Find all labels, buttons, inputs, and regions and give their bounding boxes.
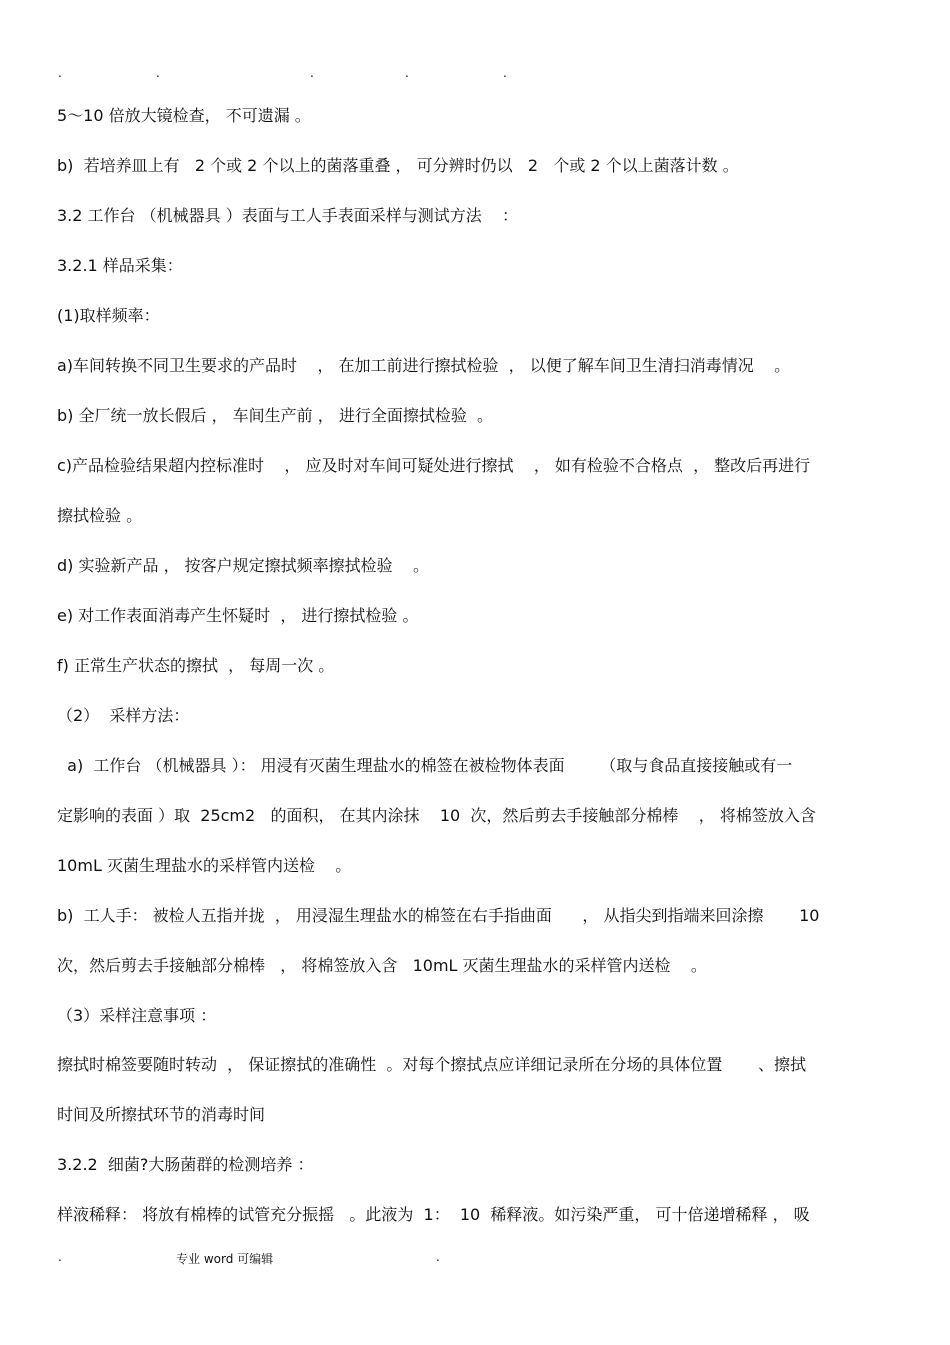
header-dots (0, 66, 950, 86)
text-line: a)车间转换不同卫生要求的产品时 ， 在加工前进行擦拭检验 ， 以便了解车间卫生清扫消毒情况 。 (57, 356, 791, 375)
text-line: b) 工人手： 被检人五指并拢 ， 用浸湿生理盐水的棉签在右手指曲面 ， 从指尖到指端来回涂擦 10 (57, 906, 820, 925)
text-line: 次，然后剪去手接触部分棉棒 ， 将棉签放入含 10mL 灭菌生理盐水的采样管内送检 。 (57, 956, 707, 975)
text-line: 10mL 灭菌生理盐水的采样管内送检 。 (57, 856, 352, 875)
header-dot: . (156, 66, 160, 80)
header-dot: . (310, 66, 314, 80)
footer-dot: . (436, 1250, 440, 1264)
subsection-heading: 3.2.1 样品采集： (57, 256, 183, 275)
header-dot: . (405, 66, 409, 80)
subsection-heading: 3.2.2 细菌?大肠菌群的检测培养 ： (57, 1155, 314, 1174)
text-line: 擦拭时棉签要随时转动 ， 保证擦拭的准确性 。对每个擦拭点应详细记录所在分场的具体位置 、擦拭 (57, 1055, 807, 1074)
list-heading: (1)取样频率： (57, 306, 160, 325)
header-dot: . (58, 66, 62, 80)
text-line: a) 工作台 （机械器具 ）： 用浸有灭菌生理盐水的棉签在被检物体表面 （取与食品直接接触或有一 (57, 756, 793, 775)
header-dot: . (503, 66, 507, 80)
text-line: 样液稀释： 将放有棉棒的试管充分振摇 。此液为 1： 10 稀释液。如污染严重， 可十倍递增稀释 ， 吸 (57, 1205, 810, 1224)
text-line: f) 正常生产状态的擦拭 ， 每周一次 。 (57, 656, 335, 675)
page-footer (0, 1250, 950, 1270)
text-line: 定影响的表面 ）取 25cm2 的面积， 在其内涂抹 10 次，然后剪去手接触部分棉棒 ， 将棉签放入含 (57, 806, 816, 825)
list-heading: （3）采样注意事项 ： (57, 1006, 217, 1025)
text-line: b) 全厂统一放长假后 ， 车间生产前 ， 进行全面擦拭检验 。 (57, 406, 494, 425)
text-line: e) 对工作表面消毒产生怀疑时 ， 进行擦拭检验 。 (57, 606, 419, 625)
section-heading: 3.2 工作台 （机械器具 ）表面与工人手表面采样与测试方法 ： (57, 206, 519, 225)
text-line: 擦拭检验 。 (57, 506, 143, 525)
text-line: 时间及所擦拭环节的消毒时间 (57, 1105, 266, 1124)
list-heading: （2） 采样方法： (57, 706, 190, 725)
footer-text: 专业 word 可编辑 (176, 1252, 274, 1266)
text-line: d) 实验新产品 ， 按客户规定擦拭频率擦拭检验 。 (57, 556, 430, 575)
text-line: b) 若培养皿上有 2 个或 2 个以上的菌落重叠 ， 可分辨时仍以 2 个或 2 个以上菌落计数 。 (57, 156, 739, 175)
footer-dot: . (58, 1250, 62, 1264)
text-line: 5～10 倍放大镜检查， 不可遗漏 。 (57, 106, 311, 125)
text-line: c)产品检验结果超内控标准时 ， 应及时对车间可疑处进行擦拭 ， 如有检验不合格点 ， 整改后再进行 (57, 456, 811, 475)
